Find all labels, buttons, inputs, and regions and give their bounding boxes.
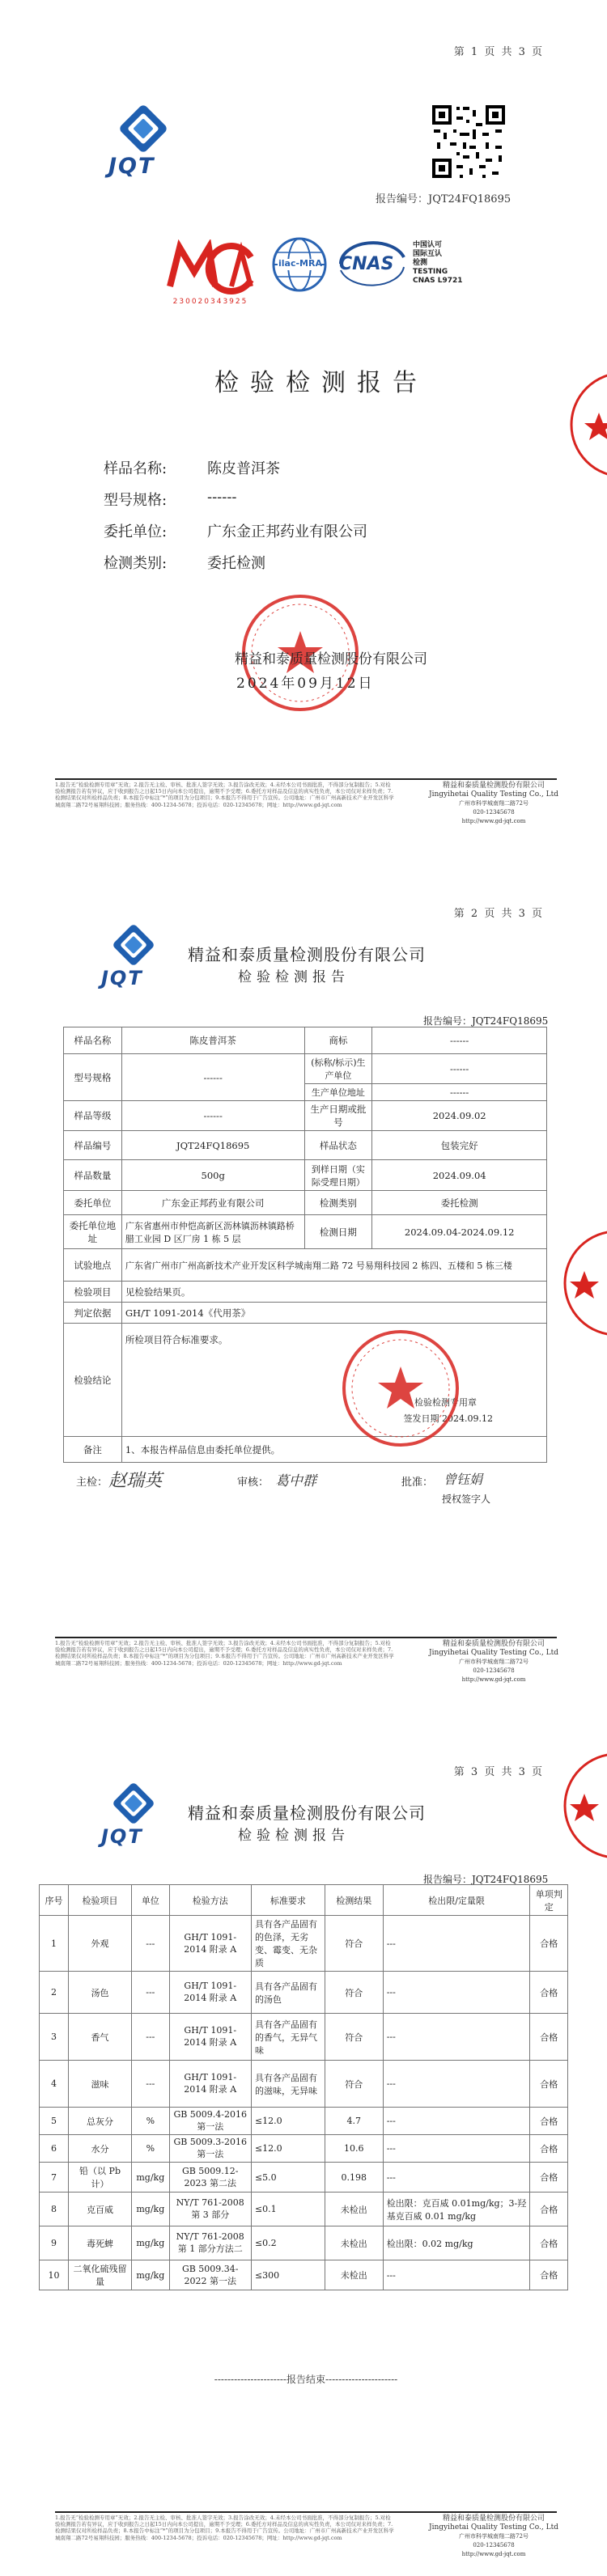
header-item: 检验项目 [68, 1885, 131, 1916]
report-page-2 [0, 858, 607, 1717]
value-trademark: ------ [372, 1027, 547, 1054]
jqt-diamond-icon [101, 1782, 166, 1825]
label-basis: 判定依据 [64, 1303, 122, 1324]
label-mark: (标称/标示)生产单位 [304, 1054, 372, 1084]
value-items: 见检验结果页。 [121, 1282, 546, 1303]
table-row [40, 2135, 568, 2163]
approver-title: 授权签字人 [442, 1493, 491, 1505]
cell-requirement: 具有各产品固有的汤色 [251, 1972, 325, 2014]
cell-method: GH/T 1091-2014 附录 A [169, 2014, 251, 2061]
cell-result: 0.198 [325, 2163, 383, 2193]
issuer-name: 精益和泰质量检测股份有限公司 [235, 651, 427, 667]
value-conclusion: 所检项目符合标准要求。 [125, 1334, 228, 1345]
conclusion-cell [121, 1324, 546, 1437]
cell-method: GH/T 1091-2014 附录 A [169, 1916, 251, 1972]
field-value-model: ------ [207, 489, 237, 506]
table-row [40, 2226, 568, 2260]
cell-item: 总灰分 [68, 2108, 131, 2135]
edge-seal-icon [567, 368, 607, 481]
cell-no: 8 [40, 2193, 69, 2226]
page-number: 第 2 页 共 3 页 [453, 908, 544, 920]
footer-notes: 1.报告无“检验检测专用章”无效；2.报告无主检、审核、批准人签字无效；3.报告涂改无效；4.未经本公司书面批准，不得部分复制报告；5.对检验检测报告若有异议，应于收到报告之日起15日内向本公司提出，逾期不予受理；6.委托方对样品及信息的真实性负责，本公司仅对来样负责；7.检测结果仅对所检样品负责；8.本报告中标注“*”的项目为分包项目；9.本报告不得用于广告宣传。公司地址：广州市广州高新技术产业开发区科学城南翔二路72号易翔科技园；服务热线：400-1234-5678；投诉电话：020-12345678；网址：http://www.gd-jqt.com [55, 782, 394, 808]
red-seal-icon [340, 1328, 461, 1449]
report-subtitle: 检验检测报告 [238, 969, 350, 985]
cell-item: 水分 [68, 2135, 131, 2163]
cell-judgement: 合格 [530, 2260, 568, 2290]
field-label-sample-name: 样品名称: [104, 460, 168, 477]
cell-no: 9 [40, 2226, 69, 2260]
header-requirement: 标准要求 [251, 1885, 325, 1916]
cma-icon [162, 239, 259, 301]
cell-unit: --- [132, 2014, 169, 2061]
company-header: 精益和泰质量检测股份有限公司 [188, 945, 426, 964]
cell-limit: 检出限：克百威 0.01mg/kg；3-羟基克百威 0.01 mg/kg [383, 2193, 530, 2226]
cell-limit: --- [383, 2260, 530, 2290]
cell-result: 未检出 [325, 2226, 383, 2260]
cell-judgement: 合格 [530, 2014, 568, 2061]
company-header: 精益和泰质量检测股份有限公司 [188, 1803, 426, 1823]
value-sample-name: 陈皮普洱茶 [121, 1027, 304, 1054]
cell-no: 2 [40, 1972, 69, 2014]
cell-unit: mg/kg [132, 2193, 169, 2226]
cell-requirement: ≤12.0 [251, 2135, 325, 2163]
cell-result: 符合 [325, 2014, 383, 2061]
cell-judgement: 合格 [530, 2061, 568, 2108]
header-method: 检验方法 [169, 1885, 251, 1916]
field-value-sample-name: 陈皮普洱茶 [207, 460, 280, 477]
cell-limit: --- [383, 1916, 530, 1972]
label-conclusion: 检验结论 [64, 1324, 122, 1437]
reviewer-label: 审核： [237, 1477, 270, 1489]
cell-limit: --- [383, 2061, 530, 2108]
cell-unit: --- [132, 2061, 169, 2108]
cell-method: GB 5009.3-2016 第一法 [169, 2135, 251, 2163]
label-state: 样品状态 [304, 1131, 372, 1160]
page-number: 第 1 页 共 3 页 [453, 46, 544, 58]
value-mark: ------ [372, 1054, 547, 1084]
report-title: 检验检测报告 [214, 369, 428, 397]
header-judgement: 单项判定 [530, 1885, 568, 1916]
inspection-seal [340, 1328, 461, 1449]
cell-unit: % [132, 2108, 169, 2135]
cell-result: 符合 [325, 2061, 383, 2108]
value-prod-date: 2024.09.02 [372, 1101, 547, 1131]
cell-unit: --- [132, 1972, 169, 2014]
cnas-logo [336, 239, 409, 288]
cell-requirement: 具有各产品固有的色泽，无劣变、霉变、无杂质 [251, 1916, 325, 1972]
cell-limit: 检出限：0.02 mg/kg [383, 2226, 530, 2260]
value-note: 1、本报告样品信息由委托单位提供。 [121, 1437, 546, 1463]
sign-date: 签发日期 2024.09.12 [403, 1413, 493, 1424]
cell-item: 汤色 [68, 1972, 131, 2014]
value-state: 包装完好 [372, 1131, 547, 1160]
cell-no: 4 [40, 2061, 69, 2108]
results-table [39, 1884, 568, 2290]
jqt-logo [101, 923, 166, 989]
cell-no: 5 [40, 2108, 69, 2135]
field-label-model: 型号规格: [104, 492, 168, 509]
edge-seal [567, 368, 607, 485]
value-qty: 500g [121, 1160, 304, 1191]
sample-info-table [63, 1027, 547, 1463]
reviewer-signature: 葛中群 [275, 1473, 316, 1489]
jqt-logo [107, 104, 180, 179]
jqt-diamond-icon [101, 923, 166, 967]
label-prod-date: 生产日期或批号 [304, 1101, 372, 1131]
qr-code[interactable] [429, 102, 508, 184]
cell-requirement: ≤300 [251, 2260, 325, 2290]
cma-logo [162, 239, 259, 306]
footer-company: 精益和泰质量检测股份有限公司 Jingyihetai Quality Testing Co., Ltd 广州市科学城南翔二路72号 020-12345678 http://www.gd-jqt.com [429, 782, 558, 824]
value-basis: GH/T 1091-2014《代用茶》 [121, 1303, 546, 1324]
jqt-logo-text: JQT [101, 967, 143, 989]
label-client: 委托单位 [64, 1191, 122, 1215]
report-subtitle: 检验检测报告 [238, 1828, 350, 1844]
cma-number: 230020343925 [172, 298, 248, 306]
cell-no: 10 [40, 2260, 69, 2290]
value-model: ------ [121, 1054, 304, 1101]
cell-method: NY/T 761-2008 第 3 部分 [169, 2193, 251, 2226]
cell-no: 3 [40, 2014, 69, 2061]
report-number: 报告编号：JQT24FQ18695 [376, 193, 511, 205]
cell-requirement: ≤5.0 [251, 2163, 325, 2193]
cell-requirement: ≤0.2 [251, 2226, 325, 2260]
value-category: 委托检测 [372, 1191, 547, 1215]
label-arrival: 到样日期（实际受理日期） [304, 1160, 372, 1191]
value-arrival: 2024.09.04 [372, 1160, 547, 1191]
value-grade: ------ [121, 1101, 304, 1131]
edge-seal-icon [560, 1227, 607, 1340]
jqt-logo [101, 1782, 166, 1848]
table-row [40, 2193, 568, 2226]
footer-notes: 1.报告无“检验检测专用章”无效；2.报告无主检、审核、批准人签字无效；3.报告涂改无效；4.未经本公司书面批准，不得部分复制报告；5.对检验检测报告若有异议，应于收到报告之日起15日内向本公司提出，逾期不予受理；6.委托方对样品及信息的真实性负责，本公司仅对来样负责；7.检测结果仅对所检样品负责；8.本报告中标注“*”的项目为分包项目；9.本报告不得用于广告宣传。公司地址：广州市广州高新技术产业开发区科学城南翔二路72号易翔科技园；服务热线：400-1234-5678；投诉电话：020-12345678；网址：http://www.gd-jqt.com [55, 2515, 394, 2541]
cell-no: 1 [40, 1916, 69, 1972]
label-qty: 样品数量 [64, 1160, 122, 1191]
label-category: 检测类别 [304, 1191, 372, 1215]
table-row [40, 2061, 568, 2108]
cell-judgement: 合格 [530, 2193, 568, 2226]
cnas-caption: 中国认可 国际互认 检测 TESTING CNAS L9721 [413, 241, 463, 285]
footer-rule [55, 778, 557, 780]
cell-method: NY/T 761-2008 第 1 部分方法二 [169, 2226, 251, 2260]
cell-item: 毒死蜱 [68, 2226, 131, 2260]
jqt-diamond-icon [107, 104, 180, 154]
value-client: 广东金正邦药业有限公司 [121, 1191, 304, 1215]
edge-seal [560, 1227, 607, 1343]
cell-requirement: ≤0.1 [251, 2193, 325, 2226]
header-limit: 检出限/定量限 [383, 1885, 530, 1916]
cell-limit: --- [383, 2014, 530, 2061]
report-number: 报告编号：JQT24FQ18695 [423, 1015, 549, 1027]
ilac-mra-logo [271, 236, 328, 296]
cell-item: 克百威 [68, 2193, 131, 2226]
cell-item: 滋味 [68, 2061, 131, 2108]
cell-no: 7 [40, 2163, 69, 2193]
cell-requirement: ≤12.0 [251, 2108, 325, 2135]
field-label-category: 检测类别: [104, 555, 168, 572]
table-row [40, 2108, 568, 2135]
header-no: 序号 [40, 1885, 69, 1916]
label-items: 检验项目 [64, 1282, 122, 1303]
jqt-logo-text: JQT [108, 154, 155, 179]
cell-result: 未检出 [325, 2260, 383, 2290]
cell-unit: % [132, 2135, 169, 2163]
jqt-logo-text: JQT [101, 1825, 143, 1848]
field-value-category: 委托检测 [207, 555, 265, 572]
cell-judgement: 合格 [530, 1972, 568, 2014]
cell-requirement: 具有各产品固有的香气，无异气味 [251, 2014, 325, 2061]
cell-method: GB 5009.34-2022 第一法 [169, 2260, 251, 2290]
table-row [40, 2260, 568, 2290]
footer-rule [55, 2511, 557, 2513]
cell-method: GH/T 1091-2014 附录 A [169, 2061, 251, 2108]
table-row [40, 1916, 568, 1972]
label-sample-name: 样品名称 [64, 1027, 122, 1054]
cell-no: 6 [40, 2135, 69, 2163]
edge-seal-icon [560, 1749, 607, 1862]
cell-result: 符合 [325, 1916, 383, 1972]
footer-company: 精益和泰质量检测股份有限公司 Jingyihetai Quality Testing Co., Ltd 广州市科学城南翔二路72号 020-12345678 http://www.gd-jqt.com [429, 2515, 558, 2557]
table-row [40, 2163, 568, 2193]
label-note: 备注 [64, 1437, 122, 1463]
field-value-client: 广东金正邦药业有限公司 [207, 523, 367, 540]
cell-requirement: 具有各产品固有的滋味，无异味 [251, 2061, 325, 2108]
cnas-text: CNAS [339, 254, 394, 274]
label-prod-addr: 生产单位地址 [304, 1084, 372, 1101]
cell-method: GB 5009.12-2023 第二法 [169, 2163, 251, 2193]
table-row [40, 1972, 568, 2014]
cell-limit: --- [383, 2135, 530, 2163]
cell-limit: --- [383, 1972, 530, 2014]
qr-code-icon [429, 102, 508, 181]
table-row [40, 2014, 568, 2061]
cell-result: 4.7 [325, 2108, 383, 2135]
cell-item: 铅（以 Pb 计） [68, 2163, 131, 2193]
main-inspector-label: 主检： [76, 1477, 108, 1489]
label-grade: 样品等级 [64, 1101, 122, 1131]
label-site: 试验地点 [64, 1249, 122, 1282]
main-inspector-signature: 赵瑞英 [108, 1471, 163, 1491]
approver-label: 批准： [401, 1477, 434, 1489]
cell-item: 香气 [68, 2014, 131, 2061]
value-sample-no: JQT24FQ18695 [121, 1131, 304, 1160]
report-page-1 [0, 0, 607, 858]
header-unit: 单位 [132, 1885, 169, 1916]
seal-caption: 检验检测专用章 [414, 1397, 477, 1408]
footer-rule [55, 1637, 557, 1638]
cell-method: GH/T 1091-2014 附录 A [169, 1972, 251, 2014]
cell-unit: mg/kg [132, 2226, 169, 2260]
cell-method: GB 5009.4-2016 第一法 [169, 2108, 251, 2135]
cell-judgement: 合格 [530, 2163, 568, 2193]
footer-company: 精益和泰质量检测股份有限公司 Jingyihetai Quality Testing Co., Ltd 广州市科学城南翔二路72号 020-12345678 http://www.gd-jqt.com [429, 1640, 558, 1683]
edge-seal [560, 1749, 607, 1866]
cell-item: 二氧化硫残留量 [68, 2260, 131, 2290]
cell-result: 符合 [325, 1972, 383, 2014]
cell-limit: --- [383, 2108, 530, 2135]
cell-judgement: 合格 [530, 1916, 568, 1972]
cell-judgement: 合格 [530, 2226, 568, 2260]
cell-unit: mg/kg [132, 2163, 169, 2193]
report-number: 报告编号：JQT24FQ18695 [423, 1874, 549, 1885]
cell-judgement: 合格 [530, 2135, 568, 2163]
ilac-text: ilac-MRA [278, 258, 322, 269]
cell-unit: mg/kg [132, 2260, 169, 2290]
cell-limit: --- [383, 2163, 530, 2193]
label-sample-no: 样品编号 [64, 1131, 122, 1160]
report-page-3 [0, 1717, 607, 2575]
field-label-client: 委托单位: [104, 523, 168, 540]
footer-notes: 1.报告无“检验检测专用章”无效；2.报告无主检、审核、批准人签字无效；3.报告涂改无效；4.未经本公司书面批准，不得部分复制报告；5.对检验检测报告若有异议，应于收到报告之日起15日内向本公司提出，逾期不予受理；6.委托方对样品及信息的真实性负责，本公司仅对来样负责；7.检测结果仅对所检样品负责；8.本报告中标注“*”的项目为分包项目；9.本报告不得用于广告宣传。公司地址：广州市广州高新技术产业开发区科学城南翔二路72号易翔科技园；服务热线：400-1234-5678；投诉电话：020-12345678；网址：http://www.gd-jqt.com [55, 1640, 394, 1667]
page-number: 第 3 页 共 3 页 [453, 1766, 544, 1778]
header-result: 检测结果 [325, 1885, 383, 1916]
label-trademark: 商标 [304, 1027, 372, 1054]
value-test-date: 2024.09.04-2024.09.12 [372, 1215, 547, 1249]
label-test-date: 检测日期 [304, 1215, 372, 1249]
cell-item: 外观 [68, 1916, 131, 1972]
value-prod-addr: ------ [372, 1084, 547, 1101]
approver-signature: 曾钰娟 [444, 1472, 483, 1487]
cell-unit: --- [132, 1916, 169, 1972]
cell-judgement: 合格 [530, 2108, 568, 2135]
cell-result: 10.6 [325, 2135, 383, 2163]
value-site: 广东省广州市广州高新技术产业开发区科学城南翔二路 72 号易翔科技园 2 栋四、五楼和 5 栋三楼 [121, 1249, 546, 1282]
issue-date: 2024年09月12日 [236, 676, 375, 692]
report-end-marker: ----------------------报告结束---------------------- [214, 2374, 398, 2385]
cell-result: 未检出 [325, 2193, 383, 2226]
results-header-row [40, 1885, 568, 1916]
label-model: 型号规格 [64, 1054, 122, 1101]
value-client-addr: 广东省惠州市仲恺高新区沥林镇沥林镇路桥腊工业园 D 区厂房 1 栋 5 层 [121, 1215, 304, 1249]
label-client-addr: 委托单位地址 [64, 1215, 122, 1249]
